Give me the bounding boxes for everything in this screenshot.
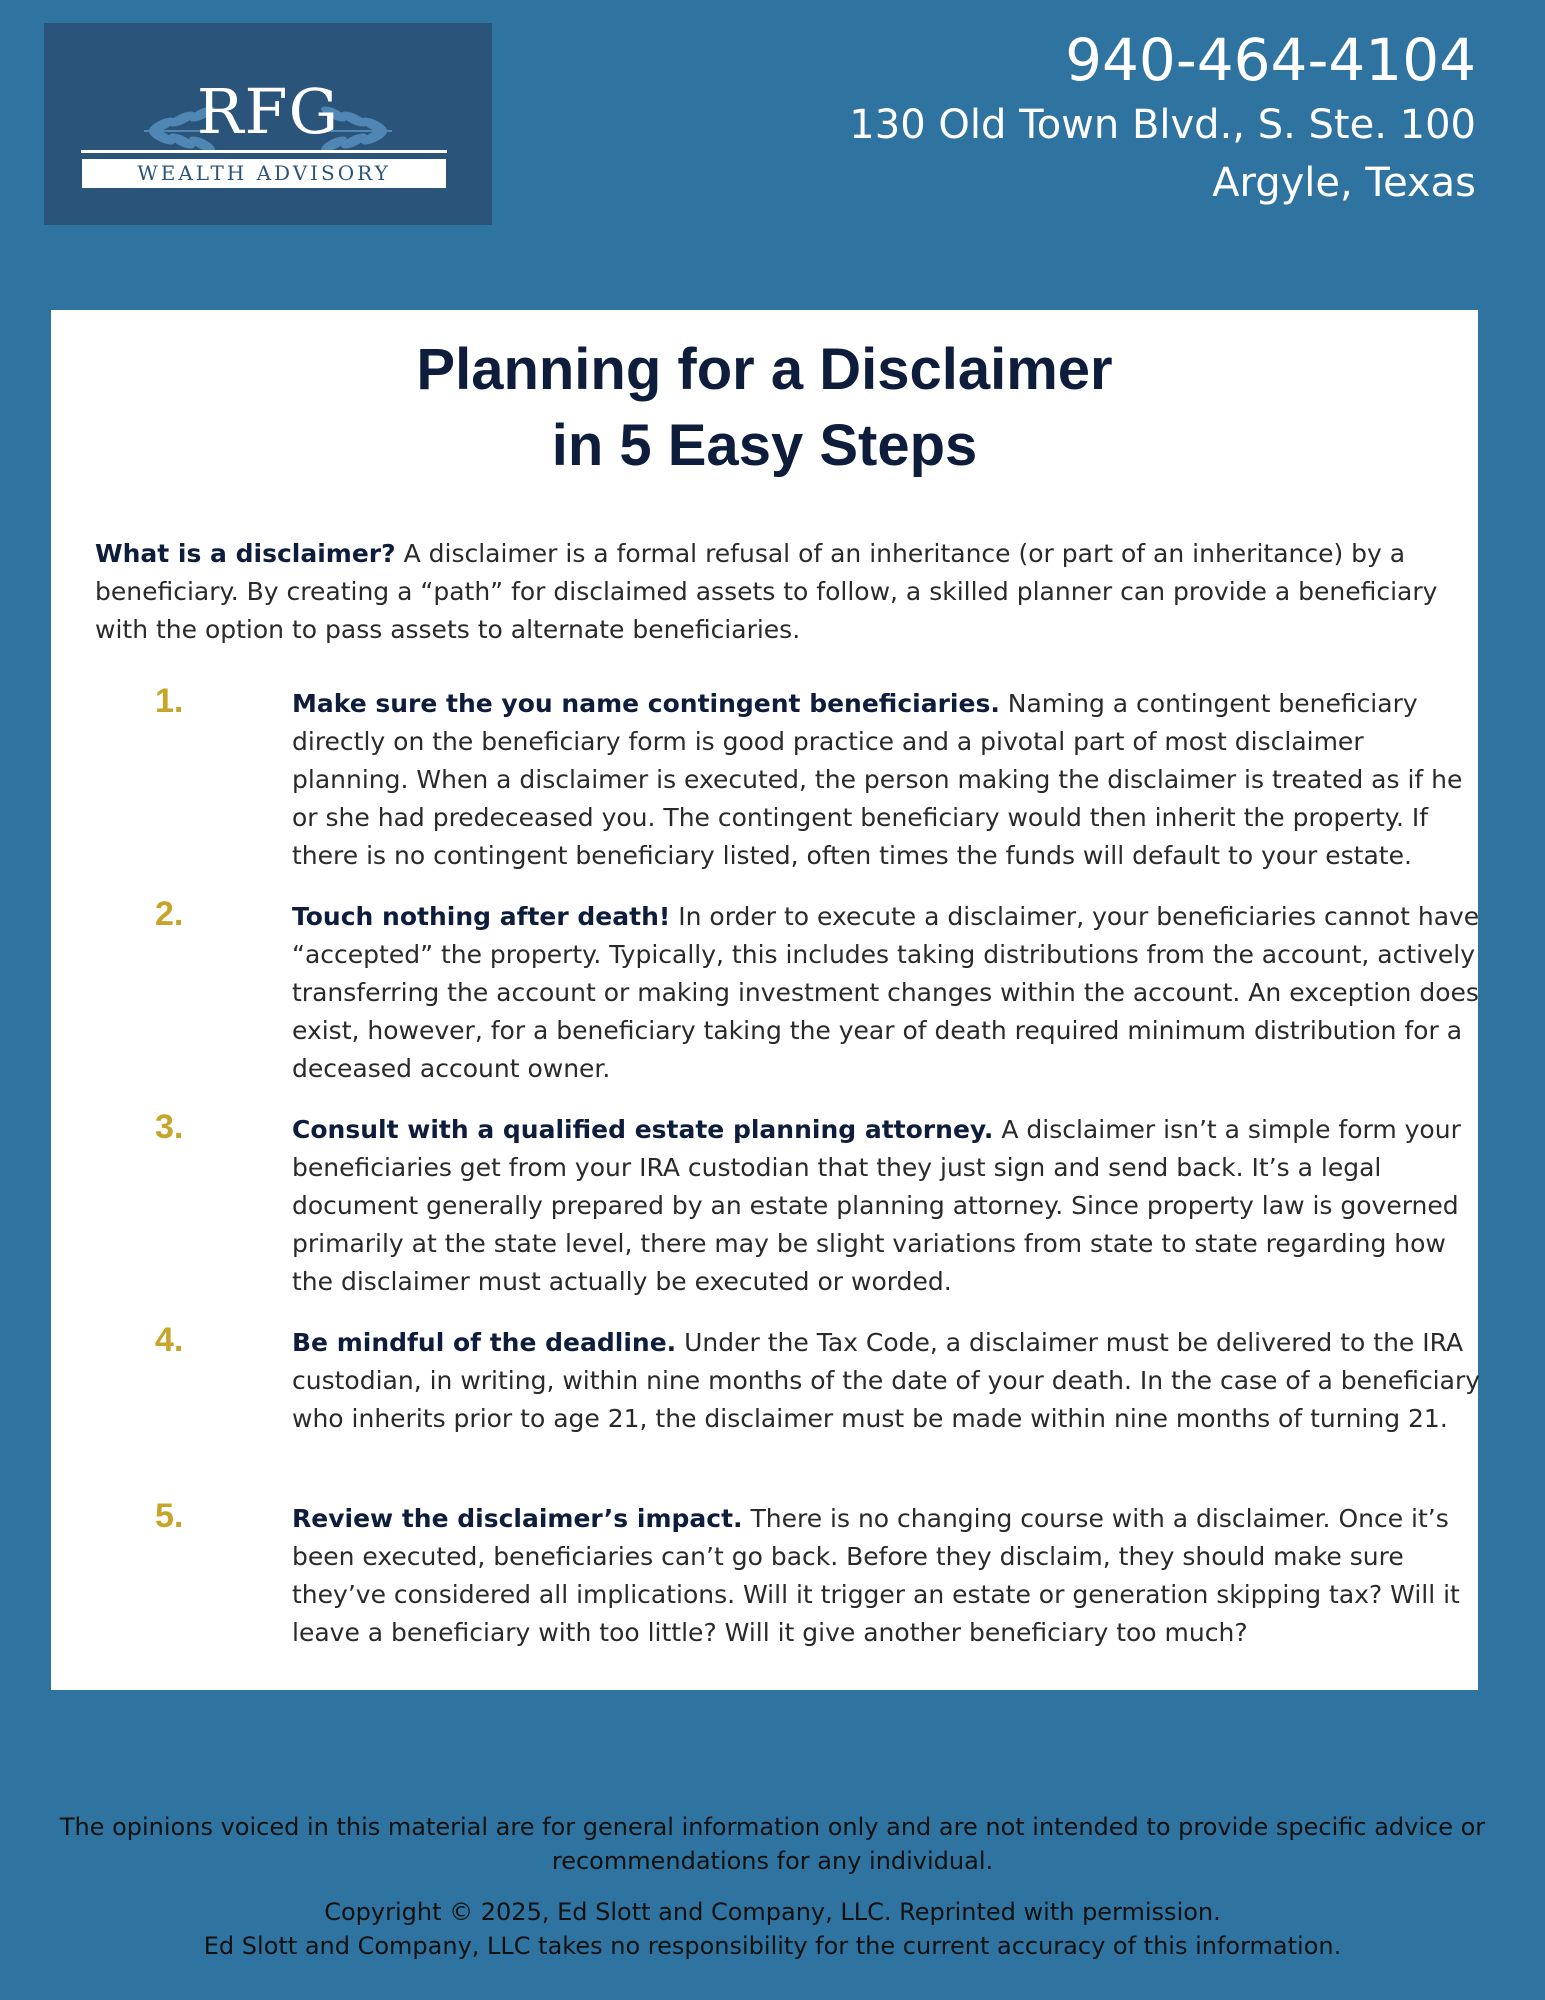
intro-lead: What is a disclaimer?: [95, 539, 396, 568]
title-line-2: in 5 Easy Steps: [551, 413, 978, 478]
step-number: 4.: [155, 1321, 184, 1359]
footer-responsibility: Ed Slott and Company, LLC takes no responsibility for the current accuracy of this information.: [203, 1932, 1342, 1960]
step-number: 5.: [155, 1497, 184, 1535]
step-lead: Be mindful of the deadline.: [292, 1328, 677, 1357]
step-lead: Review the disclaimer’s impact.: [292, 1504, 743, 1533]
company-logo: [44, 23, 492, 225]
step-body: There is no changing course with a disclaimer. Once it’s been executed, beneficiaries can’t go back. Before they disclaim, they should make sure they’ve considered all implications. Will it trigger an estate or generation skipping tax? Will it leave a beneficiary with too little? Will it give another beneficiary too much?: [292, 1504, 1460, 1647]
step-text: [292, 685, 1482, 875]
step-body: In order to execute a disclaimer, your beneficiaries cannot have “accepted” the property. Typically, this includes taking distributions from the account, actively transferring the account or making investment changes within the account. An exception does exist, however, for a beneficiary taking the year of death required minimum distribution for a deceased account owner.: [292, 902, 1480, 1083]
intro-paragraph: [95, 535, 1445, 649]
step-body: Naming a contingent beneficiary directly on the beneficiary form is good practice and a pivotal part of most disclaimer planning. When a disclaimer is executed, the person making the disclaimer is treated as if he or she had predeceased you. The contingent beneficiary would then inherit the property. If there is no contingent beneficiary listed, often times the funds will default to your estate.: [292, 689, 1463, 870]
contact-info: [849, 24, 1476, 212]
footer-copyright: Copyright © 2025, Ed Slott and Company, LLC. Reprinted with permission.: [324, 1898, 1221, 1926]
step-text: [292, 1111, 1482, 1301]
step-text: [292, 1500, 1482, 1652]
step-lead: Touch nothing after death!: [292, 902, 671, 931]
step-text: [292, 1324, 1482, 1438]
step-number: 1.: [155, 682, 184, 720]
intro-text: A disclaimer is a formal refusal of an inheritance (or part of an inheritance) by a beneficiary. By creating a “path” for disclaimed assets to follow, a skilled planner can provide a beneficiary with the option to pass assets to alternate beneficiaries.: [95, 539, 1438, 644]
article-title: [51, 332, 1478, 484]
step-body: Under the Tax Code, a disclaimer must be delivered to the IRA custodian, in writing, within nine months of the date of your death. In the case of a beneficiary who inherits prior to age 21, the disclaimer must be made within nine months of turning 21.: [292, 1328, 1481, 1433]
footer-disclaimer: The opinions voiced in this material are for general information only and are not intended to provide specific advice or recommendations for any individual.: [59, 1813, 1486, 1875]
step-number: 2.: [155, 895, 184, 933]
phone-number[interactable]: 940-464-4104: [1065, 26, 1476, 94]
logo-divider: [81, 150, 447, 153]
article-card: [51, 310, 1481, 1690]
step-body: A disclaimer isn’t a simple form your beneficiaries get from your IRA custodian that they just sign and send back. It’s a legal document generally prepared by an estate planning attorney. Since property law is governed primarily at the state level, there may be slight variations from state to state regarding how the disclaimer must actually be executed or worded.: [292, 1115, 1461, 1296]
address-line-2: Argyle, Texas: [1212, 160, 1476, 206]
logo-subtitle: WEALTH ADVISORY: [82, 159, 446, 188]
address-line-1: 130 Old Town Blvd., S. Ste. 100: [849, 102, 1476, 148]
step-lead: Make sure the you name contingent beneficiaries.: [292, 689, 1000, 718]
step-text: [292, 898, 1482, 1088]
step-number: 3.: [155, 1108, 184, 1146]
logo-brand: RFG: [196, 75, 340, 148]
title-line-1: Planning for a Disclaimer: [416, 337, 1113, 402]
step-lead: Consult with a qualified estate planning attorney.: [292, 1115, 994, 1144]
